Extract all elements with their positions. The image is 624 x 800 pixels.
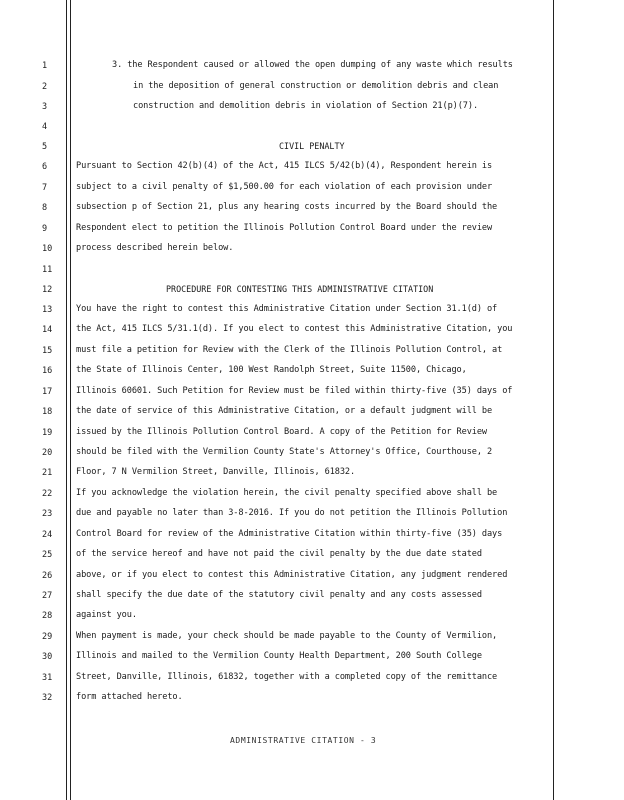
body-line: Floor, 7 N Vermilion Street, Danville, Illinois, 61832. — [76, 467, 356, 477]
body-line: Street, Danville, Illinois, 61832, together with a completed copy of the remittance — [76, 672, 498, 682]
line-number: 13 — [42, 305, 53, 315]
line-number: 19 — [42, 428, 53, 438]
body-line: issued by the Illinois Pollution Control Board. A copy of the Petition for Review — [76, 427, 487, 437]
body-line: the Act, 415 ILCS 5/31.1(d). If you elect to contest this Administrative Citation, you — [76, 324, 513, 334]
body-line: Pursuant to Section 42(b)(4) of the Act, 415 ILCS 5/42(b)(4), Respondent herein is — [76, 161, 493, 171]
line-number: 28 — [42, 611, 53, 621]
body-line: the State of Illinois Center, 100 West Randolph Street, Suite 11500, Chicago, — [76, 365, 467, 375]
body-line: 3. the Respondent caused or allowed the open dumping of any waste which results — [112, 60, 513, 70]
body-line: If you acknowledge the violation herein, the civil penalty specified above shall be — [76, 488, 498, 498]
body-line: should be filed with the Vermilion County State's Attorney's Office, Courthouse, 2 — [76, 447, 493, 457]
right-margin-rule — [553, 0, 554, 800]
body-line: subject to a civil penalty of $1,500.00 for each violation of each provision under — [76, 182, 493, 192]
line-number: 17 — [42, 387, 53, 397]
body-line: When payment is made, your check should be made payable to the County of Vermilion, — [76, 631, 498, 641]
body-line: against you. — [76, 610, 137, 620]
body-line: Respondent elect to petition the Illinois Pollution Control Board under the review — [76, 223, 493, 233]
civil-penalty-heading: CIVIL PENALTY — [279, 141, 345, 151]
body-line: Illinois and mailed to the Vermilion County Health Department, 200 South College — [76, 651, 482, 661]
line-number: 21 — [42, 468, 53, 478]
line-number: 1 — [42, 61, 48, 71]
body-line: due and payable no later than 3-8-2016. If you do not petition the Illinois Pollution — [76, 508, 508, 518]
line-number: 29 — [42, 632, 53, 642]
line-number: 14 — [42, 325, 53, 335]
body-line: process described herein below. — [76, 243, 234, 253]
line-number: 31 — [42, 673, 53, 683]
line-number: 11 — [42, 265, 53, 275]
line-number: 2 — [42, 82, 48, 92]
body-line: of the service hereof and have not paid the civil penalty by the due date stated — [76, 549, 482, 559]
line-number: 26 — [42, 571, 53, 581]
line-number: 6 — [42, 162, 48, 172]
body-line: Illinois 60601. Such Petition for Review must be filed within thirty-five (35) days of — [76, 386, 513, 396]
line-number: 20 — [42, 448, 53, 458]
line-number: 24 — [42, 530, 53, 540]
body-line: form attached hereto. — [76, 692, 183, 702]
line-number: 30 — [42, 652, 53, 662]
body-line: above, or if you elect to contest this Administrative Citation, any judgment rendered — [76, 570, 508, 580]
page-footer: ADMINISTRATIVE CITATION - 3 — [230, 736, 377, 745]
line-number: 16 — [42, 366, 53, 376]
line-number: 25 — [42, 550, 53, 560]
procedure-heading: PROCEDURE FOR CONTESTING THIS ADMINISTRATIVE CITATION — [166, 284, 434, 294]
body-line: in the deposition of general construction or demolition debris and clean — [133, 81, 499, 91]
body-line: construction and demolition debris in violation of Section 21(p)(7). — [133, 101, 479, 111]
body-line: shall specify the due date of the statutory civil penalty and any costs assessed — [76, 590, 482, 600]
body-line: subsection p of Section 21, plus any hearing costs incurred by the Board should the — [76, 202, 498, 212]
line-number: 3 — [42, 102, 48, 112]
line-number: 10 — [42, 244, 53, 254]
line-number: 18 — [42, 407, 53, 417]
line-number: 27 — [42, 591, 53, 601]
line-number: 5 — [42, 142, 48, 152]
line-number: 15 — [42, 346, 53, 356]
line-number: 12 — [42, 285, 53, 295]
left-margin-rule — [66, 0, 67, 800]
body-line: must file a petition for Review with the Clerk of the Illinois Pollution Control, at — [76, 345, 503, 355]
line-number: 4 — [42, 122, 48, 132]
line-number: 22 — [42, 489, 53, 499]
line-number: 8 — [42, 203, 48, 213]
line-number: 7 — [42, 183, 48, 193]
line-number: 32 — [42, 693, 53, 703]
body-line: the date of service of this Administrative Citation, or a default judgment will be — [76, 406, 493, 416]
line-number: 23 — [42, 509, 53, 519]
line-number: 9 — [42, 224, 48, 234]
body-line: You have the right to contest this Administrative Citation under Section 31.1(d) of — [76, 304, 498, 314]
left-margin-rule-inner — [70, 0, 71, 800]
body-line: Control Board for review of the Administrative Citation within thirty-five (35) days — [76, 529, 503, 539]
